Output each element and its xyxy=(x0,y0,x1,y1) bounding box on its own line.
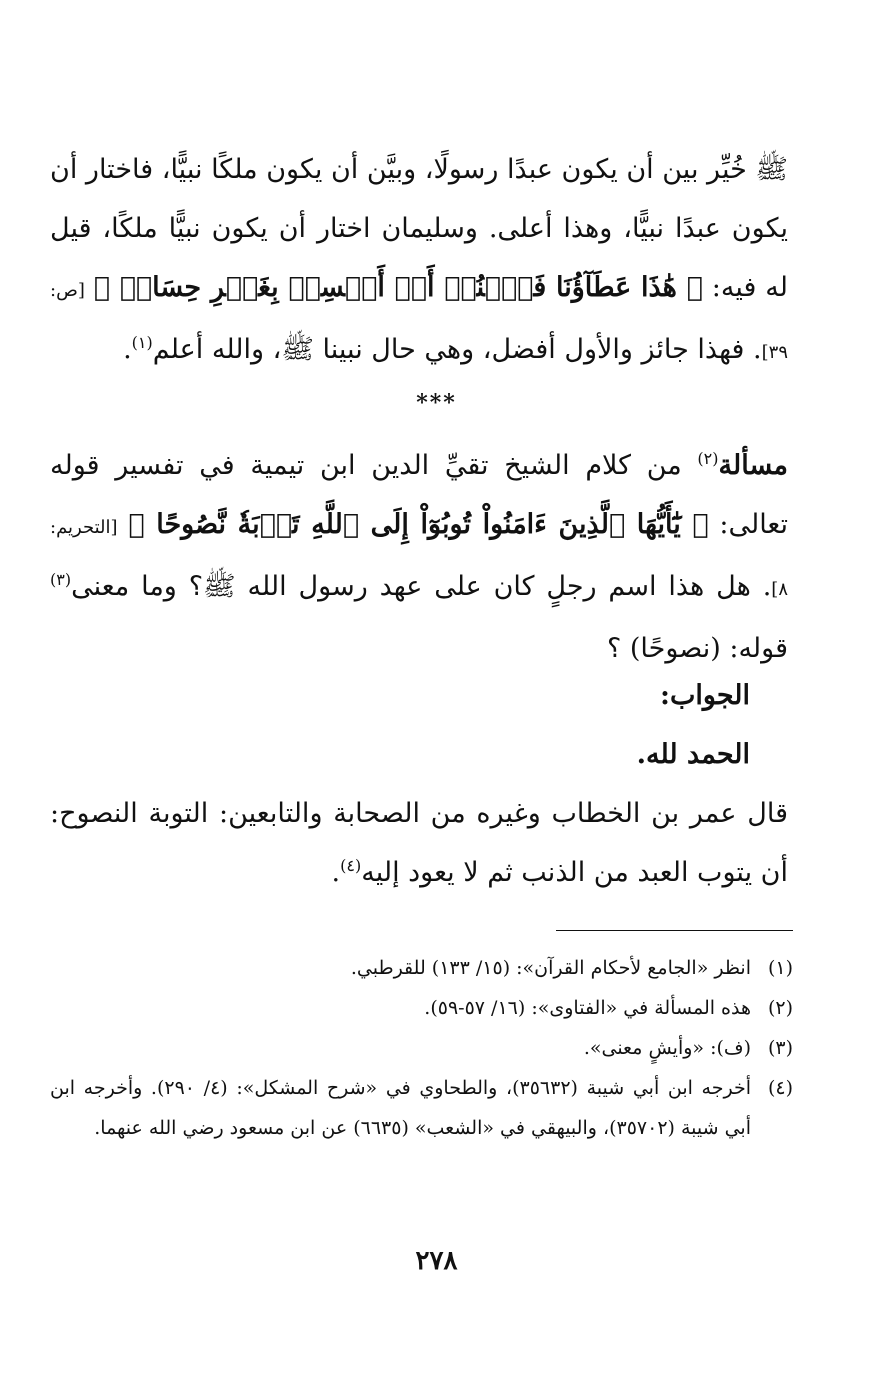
question-text: من كلام الشيخ تقيِّ الدين ابن تيمية في تفسير قوله تعالى: xyxy=(50,450,788,540)
footnote-number: (٤) xyxy=(767,1077,793,1099)
footnote-item xyxy=(50,1068,793,1148)
footnote-divider xyxy=(556,930,793,931)
para1-text-cont: . فهذا جائز والأول أفضل، وهي حال نبينا ﷺ، والله أعلم xyxy=(152,334,762,365)
answer-heading: الجواب: xyxy=(660,680,750,711)
footnote-item xyxy=(50,1028,793,1068)
verse-reference-tahrim: [التحريم: ٨] xyxy=(50,517,788,600)
paragraph-answer xyxy=(50,784,788,902)
paragraph-question xyxy=(50,436,788,678)
footnote-text: أخرجه ابن أبي شيبة (٣٥٦٣٢)، والطحاوي في «شرح المشكل»: (٤/ ٢٩٠). وأخرجه ابن أبي شيبة (٣٥٧٠٢)، والبيهقي في «الشعب» (٦٦٣٥) عن ابن مسعود رضي الله عنهما. xyxy=(50,1077,751,1139)
footnote-number: (٢) xyxy=(767,997,793,1019)
question-heading: مسألة xyxy=(718,450,788,481)
answer-text: قال عمر بن الخطاب وغيره من الصحابة والتابعين: التوبة النصوح: أن يتوب العبد من الذنب ثم لا يعود إليه xyxy=(50,798,788,888)
footnotes xyxy=(50,948,793,1148)
footnote-marker-3[interactable]: (٣) xyxy=(50,570,72,589)
answer-end: . xyxy=(331,857,341,888)
footnote-text: (ف): «وأيشٍ معنى». xyxy=(583,1037,751,1059)
page-number: ٢٧٨ xyxy=(415,1246,458,1276)
footnote-item xyxy=(50,948,793,988)
footnote-text: انظر «الجامع لأحكام القرآن»: (١٥/ ١٣٣) للقرطبي. xyxy=(350,957,751,979)
verse-reference-sad: [ص: ٣٩] xyxy=(50,280,788,363)
quran-verse-tahrim: ﴿ يَٰٓأَيُّهَا ٱلَّذِينَ ءَامَنُواْ تُوبُوٓاْ إِلَى ٱللَّهِ تَوۡبَةٗ نَّصُوحًا ﴾ xyxy=(128,509,709,540)
question-text-cont: . هل هذا اسم رجلٍ كان على عهد رسول الله ﷺ؟ وما معنى xyxy=(71,571,772,602)
para1-text: ﷺ خُيِّر بين أن يكون عبدًا رسولًا، وبيَّن أن يكون ملكًا نبيًّا، فاختار أن يكون عبدًا نبيًّا، وهذا أعلى. وسليمان اختار أن يكون نبيًّا ملكًا، قيل له فيه: xyxy=(50,154,788,303)
footnote-text: هذه المسألة في «الفتاوى»: (١٦/ ٥٧-٥٩). xyxy=(424,997,751,1019)
footnote-number: (١) xyxy=(767,957,793,979)
question-text-end: قوله: (نصوحًا) ؟ xyxy=(606,633,788,664)
para1-end: . xyxy=(123,334,132,365)
quran-verse-sad: ﴿ هَٰذَا عَطَآؤُنَا فَٱمۡنُنۡ أَوۡ أَمۡسِكۡ بِغَيۡرِ حِسَابٖ ﴾ xyxy=(93,272,703,303)
footnote-marker-2[interactable]: (٢) xyxy=(697,449,719,468)
footnote-item xyxy=(50,988,793,1028)
footnote-marker-4[interactable]: (٤) xyxy=(340,856,362,875)
section-separator: *** xyxy=(416,390,457,416)
paragraph-solomon xyxy=(50,140,788,382)
hamd-line: الحمد لله. xyxy=(636,739,750,770)
footnote-number: (٣) xyxy=(767,1037,793,1059)
footnote-marker-1[interactable]: (١) xyxy=(131,333,153,352)
